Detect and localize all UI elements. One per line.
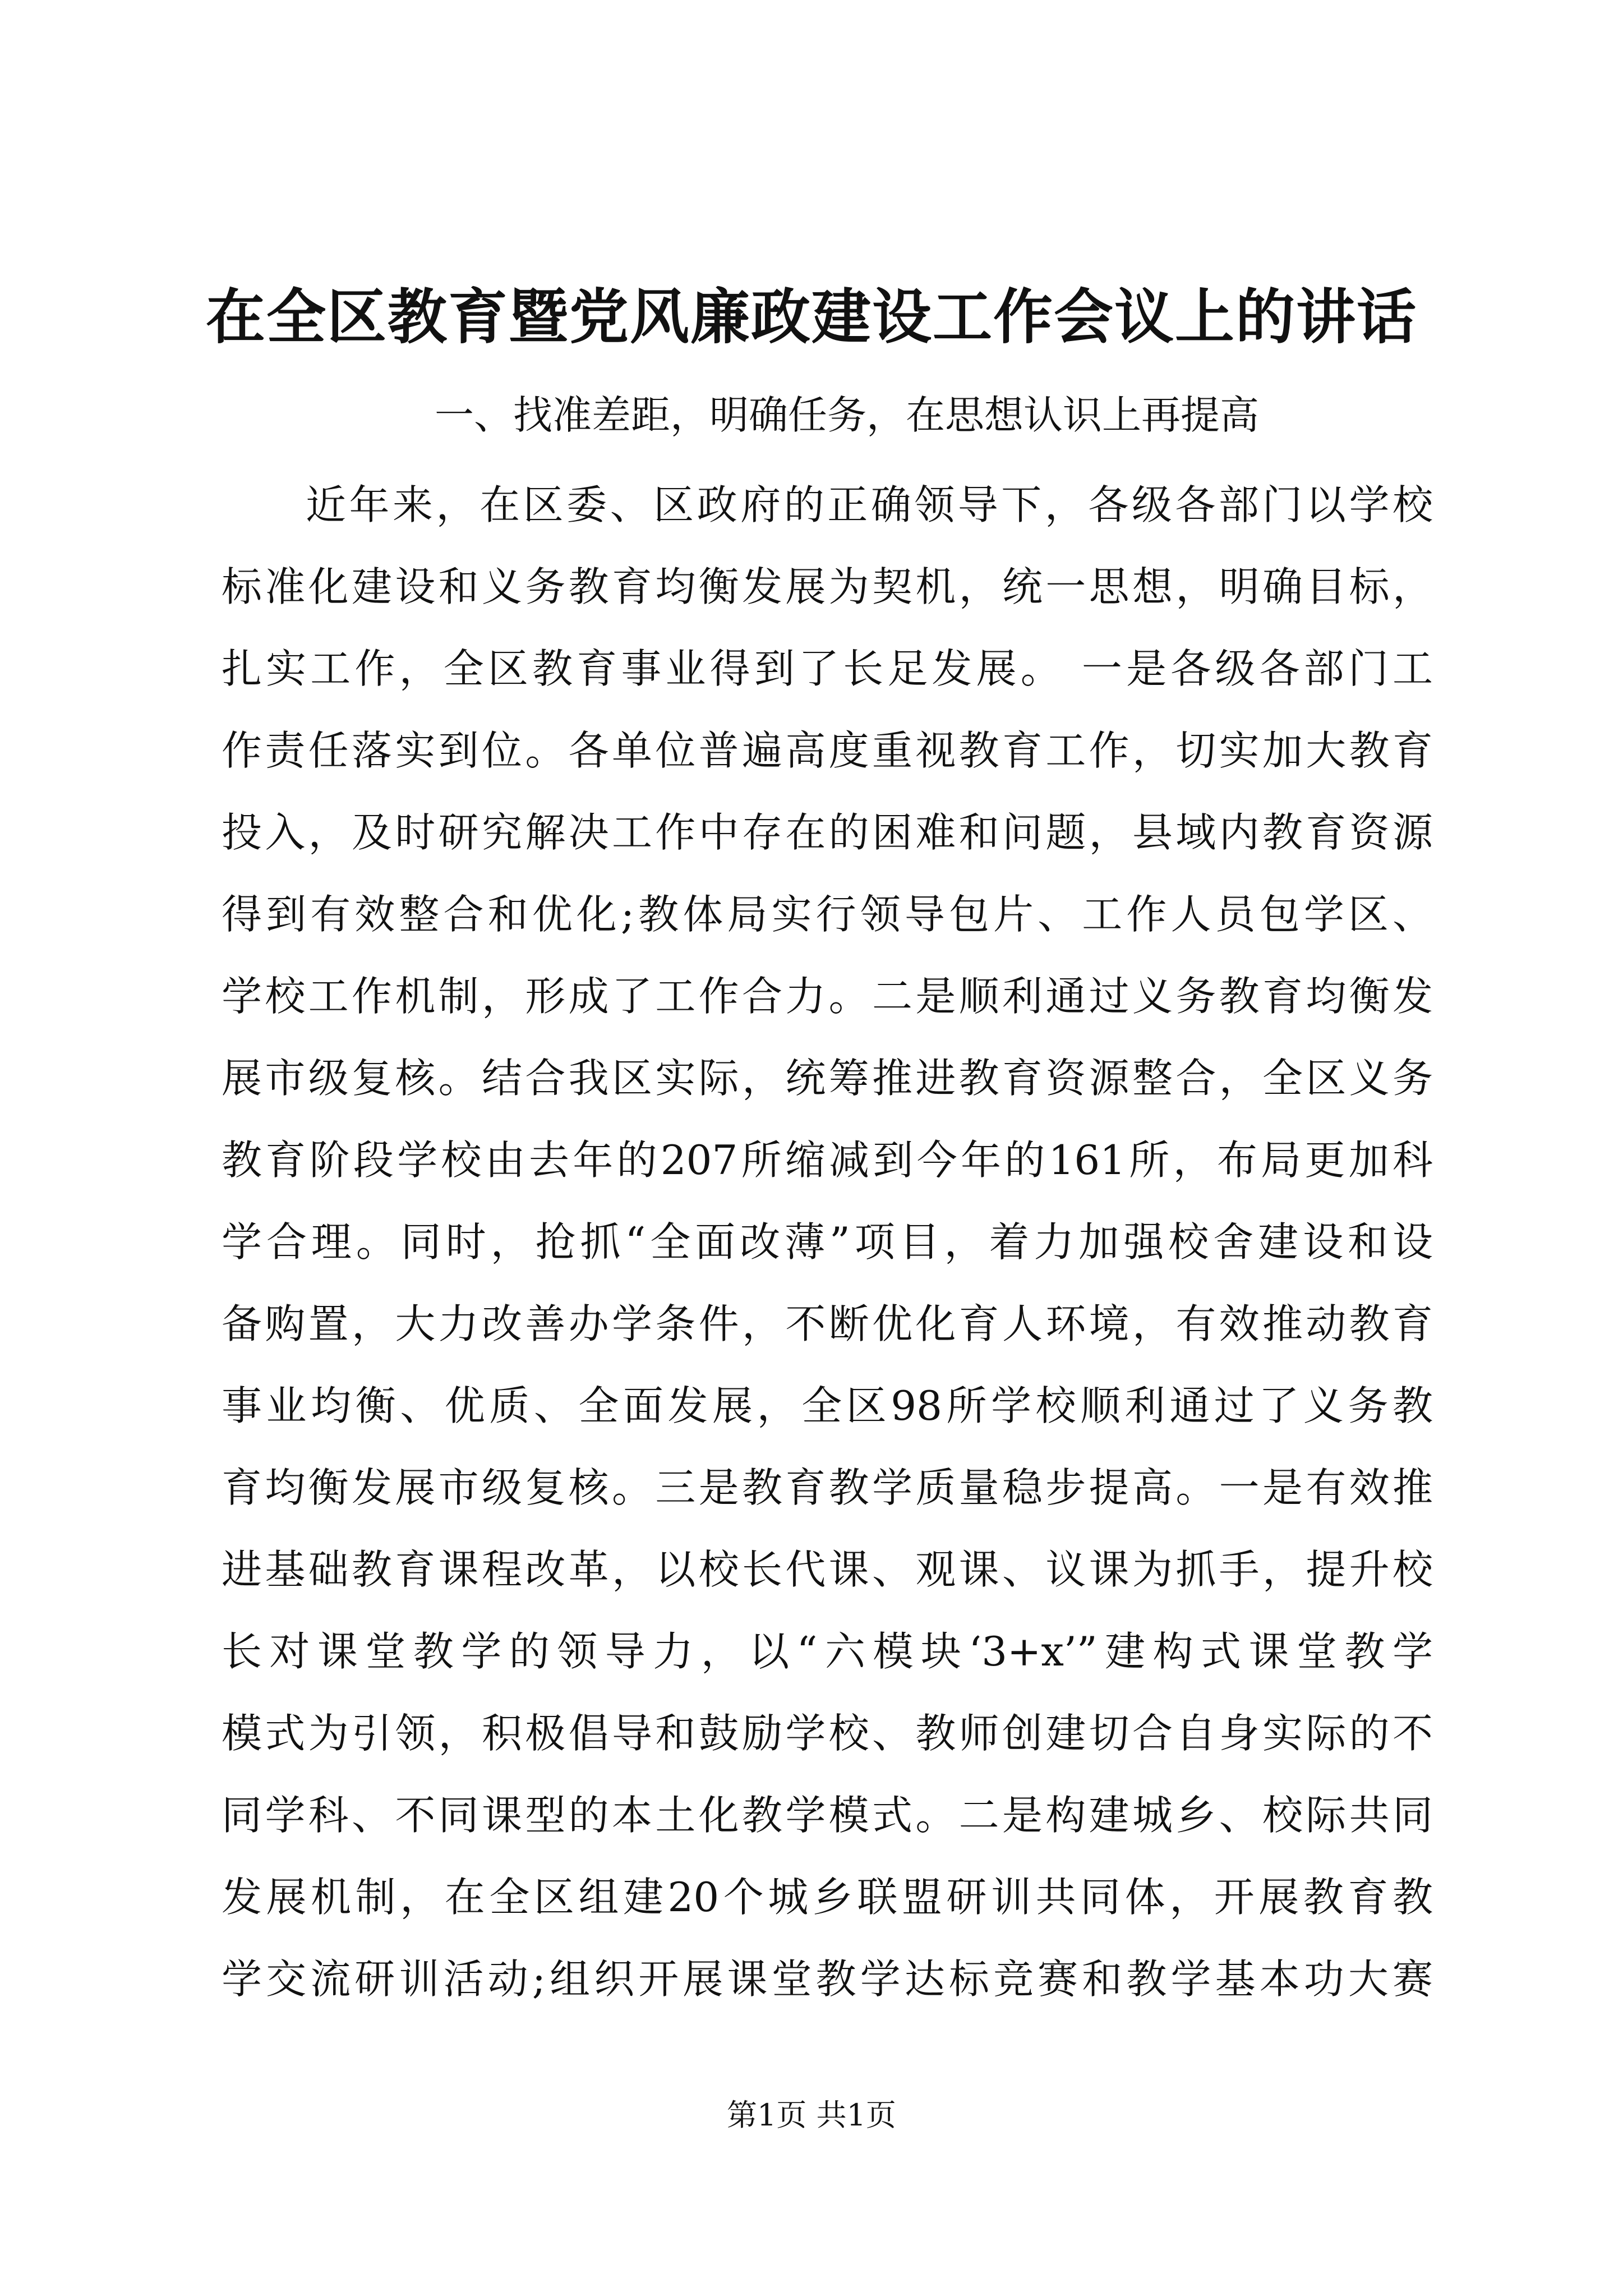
body-paragraph [222,464,1433,2020]
text-line: 得到有效整合和优化;教体局实行领导包片、工作人员包学区、 [222,891,1433,938]
document-title: 在全区教育暨党风廉政建设工作会议上的讲话 [206,282,1417,352]
text-line: 进基础教育课程改革，以校长代课、观课、议课为抓手，提升校 [222,1546,1433,1593]
text-line: 学交流研训活动;组织开展课堂教学达标竞赛和教学基本功大赛 [222,1955,1433,2003]
text-line: 长对课堂教学的领导力，以“六模块‘3+x’”建构式课堂教学 [222,1628,1433,1675]
text-line: 育均衡发展市级复核。三是教育教学质量稳步提高。一是有效推 [222,1464,1433,1511]
page-footer: 第1页 共1页 [727,2097,896,2133]
text-line: 同学科、不同课型的本土化教学模式。二是构建城乡、校际共同 [222,1792,1433,1839]
text-line: 扎实工作，全区教育事业得到了长足发展。 一是各级各部门工 [222,645,1433,692]
text-line: 备购置，大力改善办学条件，不断优化育人环境，有效推动教育 [222,1300,1433,1347]
text-line: 标准化建设和义务教育均衡发展为契机，统一思想，明确目标， [222,563,1433,610]
text-line: 发展机制，在全区组建20个城乡联盟研训共同体，开展教育教 [222,1874,1433,1921]
text-line: 学合理。同时，抢抓“全面改薄”项目，着力加强校舍建设和设 [222,1218,1433,1266]
text-line: 学校工作机制，形成了工作合力。二是顺利通过义务教育均衡发 [222,973,1433,1020]
section-heading: 一、找准差距，明确任务，在思想认识上再提高 [435,392,1259,438]
text-line: 作责任落实到位。各单位普遍高度重视教育工作，切实加大教育 [222,727,1433,774]
text-line: 模式为引领，积极倡导和鼓励学校、教师创建切合自身实际的不 [222,1710,1433,1757]
text-line: 近年来，在区委、区政府的正确领导下，各级各部门以学校 [306,481,1433,528]
text-line: 展市级复核。结合我区实际，统筹推进教育资源整合，全区义务 [222,1055,1433,1102]
text-line: 投入，及时研究解决工作中存在的困难和问题，县域内教育资源 [222,809,1433,856]
text-line: 事业均衡、优质、全面发展，全区98所学校顺利通过了义务教 [222,1382,1433,1429]
text-line: 教育阶段学校由去年的207所缩减到今年的161所，布局更加科 [222,1137,1433,1184]
